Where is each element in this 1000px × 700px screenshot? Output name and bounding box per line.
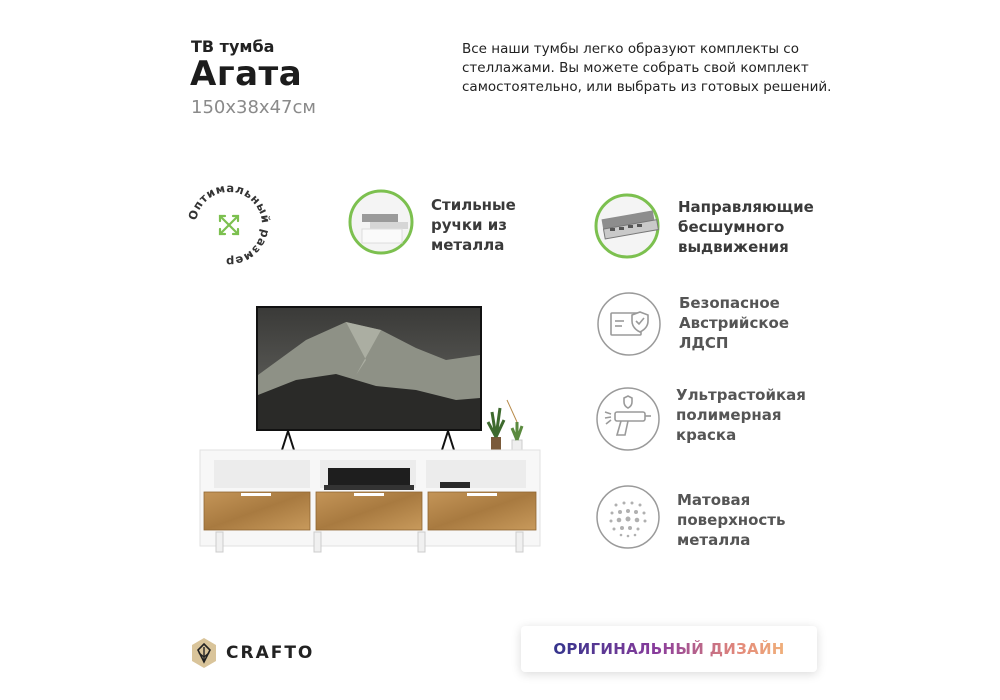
feature-paint-text: Ультрастойкая полимерная краска xyxy=(676,386,806,444)
tv-stand-illustration xyxy=(196,300,546,560)
product-title: Агата xyxy=(190,54,303,94)
feature-paint-icon-wrap xyxy=(595,386,661,452)
optimal-size-badge xyxy=(186,182,272,268)
feature-handles-text: Стильные ручки из металла xyxy=(431,196,516,254)
crafto-logo-icon xyxy=(190,637,218,669)
feature-matte-text: Матовая поверхность металла xyxy=(677,491,786,549)
optimal-size-icon xyxy=(186,182,272,268)
product-dimensions: 150x38x47см xyxy=(191,97,316,118)
plants xyxy=(488,400,522,450)
feature-ldsp-text: Безопасное Австрийское ЛДСП xyxy=(679,294,789,352)
original-design-badge xyxy=(521,626,817,672)
drawer-rail-icon xyxy=(594,193,660,259)
optimal-size-text: Оптимальный размер xyxy=(186,182,272,268)
spray-gun-icon xyxy=(595,386,661,452)
feature-handles-icon-wrap xyxy=(348,189,414,255)
feature-rails-text: Направляющие бесшумного выдвижения xyxy=(678,198,814,256)
tv-stand xyxy=(200,450,540,552)
metal-handle-icon xyxy=(348,189,414,255)
feature-rails-icon-wrap xyxy=(594,193,660,259)
matte-dots-icon xyxy=(595,484,661,550)
product-category: ТВ тумба xyxy=(191,37,275,56)
feature-matte-icon-wrap xyxy=(595,484,661,550)
feature-ldsp-icon-wrap xyxy=(596,291,662,357)
original-design-text: ОРИГИНАЛЬНЫЙ ДИЗАЙН xyxy=(553,640,785,658)
tv xyxy=(256,306,482,450)
shield-board-icon xyxy=(596,291,662,357)
product-image xyxy=(196,300,546,560)
brand-name: CRAFTO xyxy=(226,643,315,663)
product-description: Все наши тумбы легко образуют комплекты со стеллажами. Вы можете собрать свой комплект самостоятельно, или выбрать из готовых решений. xyxy=(462,41,832,95)
brand-logo xyxy=(190,637,314,669)
